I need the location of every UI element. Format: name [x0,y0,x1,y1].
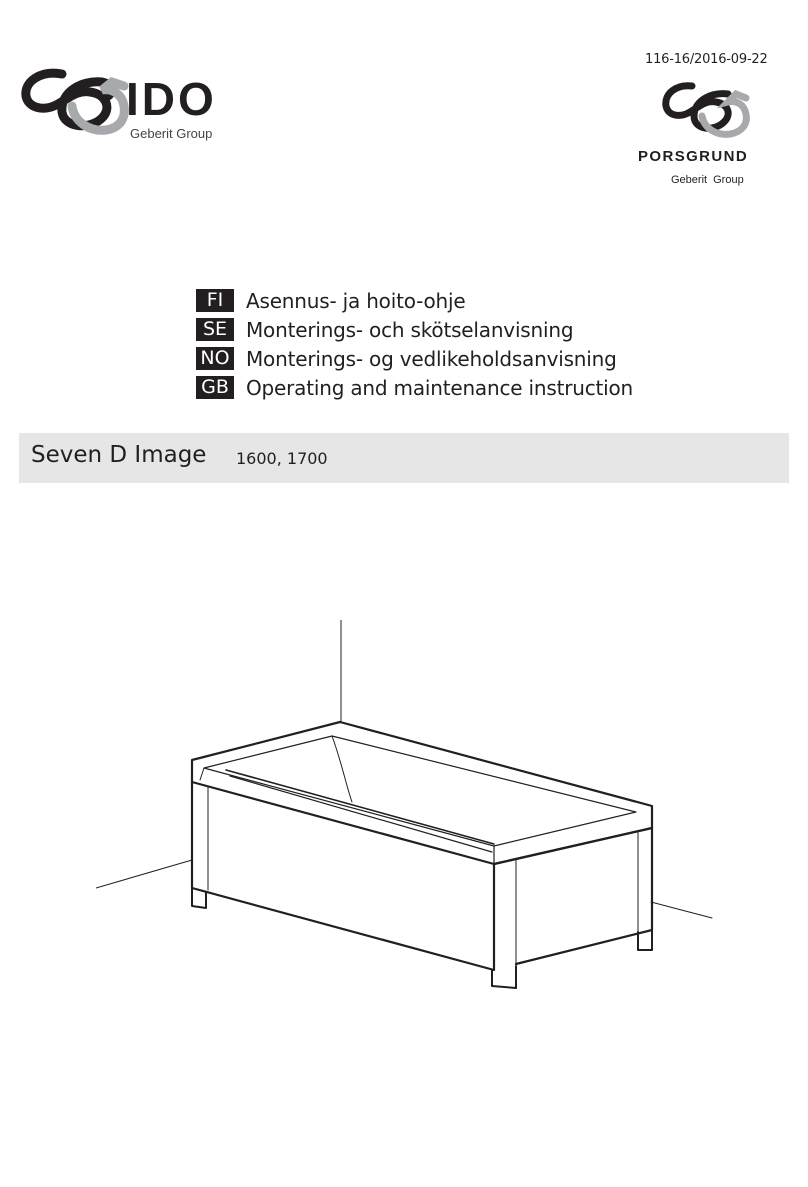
language-row-gb [196,373,633,402]
ido-wordmark: IDO [126,73,217,125]
language-code-badge: FI [196,289,234,312]
language-list [196,286,633,402]
language-row-no [196,344,633,373]
product-name: Seven D Image [31,442,207,468]
language-row-se [196,315,633,344]
porsgrund-swirl-icon [662,78,762,140]
language-code-badge: GB [196,376,234,399]
language-code-badge: NO [196,347,234,370]
porsgrund-group-label: Geberit Group [671,174,744,186]
language-title: Monterings- og vedlikeholdsanvisning [246,346,617,371]
language-title: Operating and maintenance instruction [246,375,634,400]
document-code: 116-16/2016-09-22 [645,52,768,67]
bathtub-illustration [96,620,716,992]
language-title: Asennus- ja hoito-ohje [246,288,466,313]
ido-group-label: Geberit Group [130,126,213,141]
language-row-fi [196,286,633,315]
product-sizes: 1600, 1700 [236,449,328,468]
language-code-badge: SE [196,318,234,341]
porsgrund-wordmark: PORSGRUND [638,148,749,165]
language-title: Monterings- och skötselanvisning [246,317,574,342]
